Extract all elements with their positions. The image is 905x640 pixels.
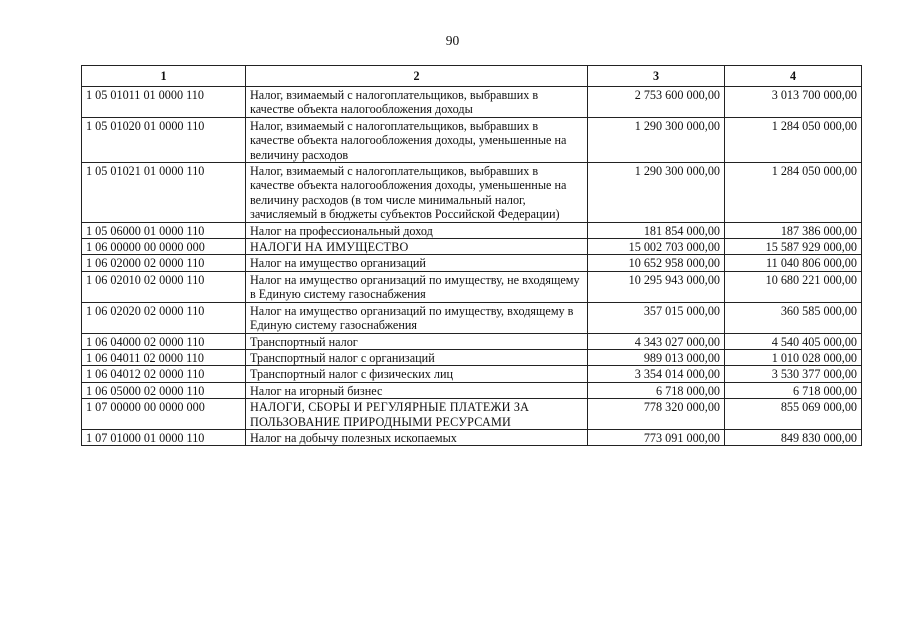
amount-col4-cell: 10 680 221 000,00 — [725, 271, 862, 302]
budget-code-cell: 1 06 04000 02 0000 110 — [82, 333, 246, 349]
amount-col3-cell: 773 091 000,00 — [588, 429, 725, 445]
revenue-name-cell: Налог, взимаемый с налогоплательщиков, выбравших в качестве объекта налогообложения доходы, уменьшенные на величину расходов — [246, 117, 588, 162]
budget-code-cell: 1 05 06000 01 0000 110 — [82, 222, 246, 238]
amount-col4-cell: 6 718 000,00 — [725, 382, 862, 398]
table-row — [82, 366, 862, 382]
column-header-4: 4 — [725, 66, 862, 87]
amount-col3-cell: 989 013 000,00 — [588, 349, 725, 365]
revenue-name-cell: Налог, взимаемый с налогоплательщиков, выбравших в качестве объекта налогообложения доходы, уменьшенные на величину расходов (в том числе минимальный налог, зачисляемый в бюджеты субъектов Российской Федерации) — [246, 163, 588, 223]
amount-col4-cell: 360 585 000,00 — [725, 302, 862, 333]
revenue-name-cell: НАЛОГИ, СБОРЫ И РЕГУЛЯРНЫЕ ПЛАТЕЖИ ЗА ПОЛЬЗОВАНИЕ ПРИРОДНЫМИ РЕСУРСАМИ — [246, 399, 588, 430]
budget-code-cell: 1 07 01000 01 0000 110 — [82, 429, 246, 445]
amount-col3-cell: 6 718 000,00 — [588, 382, 725, 398]
budget-code-cell: 1 05 01020 01 0000 110 — [82, 117, 246, 162]
amount-col3-cell: 10 652 958 000,00 — [588, 255, 725, 271]
table-header-row — [82, 66, 862, 87]
table-row — [82, 271, 862, 302]
table-row — [82, 117, 862, 162]
budget-code-cell: 1 07 00000 00 0000 000 — [82, 399, 246, 430]
amount-col4-cell: 3 530 377 000,00 — [725, 366, 862, 382]
revenue-name-cell: Налог на профессиональный доход — [246, 222, 588, 238]
amount-col4-cell: 1 284 050 000,00 — [725, 163, 862, 223]
amount-col3-cell: 357 015 000,00 — [588, 302, 725, 333]
revenue-name-cell: Налог на имущество организаций по имуществу, не входящему в Единую систему газоснабжения — [246, 271, 588, 302]
revenue-name-cell: Налог на имущество организаций по имуществу, входящему в Единую систему газоснабжения — [246, 302, 588, 333]
budget-code-cell: 1 06 05000 02 0000 110 — [82, 382, 246, 398]
amount-col4-cell: 4 540 405 000,00 — [725, 333, 862, 349]
amount-col3-cell: 10 295 943 000,00 — [588, 271, 725, 302]
amount-col4-cell: 11 040 806 000,00 — [725, 255, 862, 271]
amount-col4-cell: 849 830 000,00 — [725, 429, 862, 445]
budget-code-cell: 1 06 02020 02 0000 110 — [82, 302, 246, 333]
revenue-name-cell: Транспортный налог с организаций — [246, 349, 588, 365]
table-row — [82, 239, 862, 255]
table-row — [82, 302, 862, 333]
amount-col4-cell: 15 587 929 000,00 — [725, 239, 862, 255]
table-row — [82, 382, 862, 398]
amount-col4-cell: 3 013 700 000,00 — [725, 87, 862, 118]
amount-col3-cell: 1 290 300 000,00 — [588, 117, 725, 162]
budget-code-cell: 1 06 02010 02 0000 110 — [82, 271, 246, 302]
budget-code-cell: 1 05 01011 01 0000 110 — [82, 87, 246, 118]
budget-revenue-table — [81, 65, 862, 446]
amount-col3-cell: 2 753 600 000,00 — [588, 87, 725, 118]
budget-code-cell: 1 06 02000 02 0000 110 — [82, 255, 246, 271]
amount-col3-cell: 3 354 014 000,00 — [588, 366, 725, 382]
amount-col3-cell: 181 854 000,00 — [588, 222, 725, 238]
table-row — [82, 255, 862, 271]
amount-col4-cell: 187 386 000,00 — [725, 222, 862, 238]
budget-code-cell: 1 06 00000 00 0000 000 — [82, 239, 246, 255]
revenue-name-cell: Налог на игорный бизнес — [246, 382, 588, 398]
table-row — [82, 333, 862, 349]
revenue-name-cell: Налог, взимаемый с налогоплательщиков, выбравших в качестве объекта налогообложения доходы — [246, 87, 588, 118]
revenue-name-cell: Транспортный налог с физических лиц — [246, 366, 588, 382]
amount-col4-cell: 855 069 000,00 — [725, 399, 862, 430]
revenue-name-cell: Налог на добычу полезных ископаемых — [246, 429, 588, 445]
revenue-name-cell: Транспортный налог — [246, 333, 588, 349]
table-row — [82, 349, 862, 365]
amount-col3-cell: 4 343 027 000,00 — [588, 333, 725, 349]
table-row — [82, 163, 862, 223]
table-row — [82, 87, 862, 118]
column-header-2: 2 — [246, 66, 588, 87]
page-number: 90 — [445, 33, 460, 48]
table-row — [82, 429, 862, 445]
amount-col3-cell: 15 002 703 000,00 — [588, 239, 725, 255]
table-row — [82, 222, 862, 238]
amount-col4-cell: 1 010 028 000,00 — [725, 349, 862, 365]
column-header-1: 1 — [82, 66, 246, 87]
budget-code-cell: 1 06 04012 02 0000 110 — [82, 366, 246, 382]
revenue-name-cell: НАЛОГИ НА ИМУЩЕСТВО — [246, 239, 588, 255]
revenue-name-cell: Налог на имущество организаций — [246, 255, 588, 271]
budget-code-cell: 1 05 01021 01 0000 110 — [82, 163, 246, 223]
table-row — [82, 399, 862, 430]
column-header-3: 3 — [588, 66, 725, 87]
amount-col4-cell: 1 284 050 000,00 — [725, 117, 862, 162]
amount-col3-cell: 1 290 300 000,00 — [588, 163, 725, 223]
amount-col3-cell: 778 320 000,00 — [588, 399, 725, 430]
budget-code-cell: 1 06 04011 02 0000 110 — [82, 349, 246, 365]
